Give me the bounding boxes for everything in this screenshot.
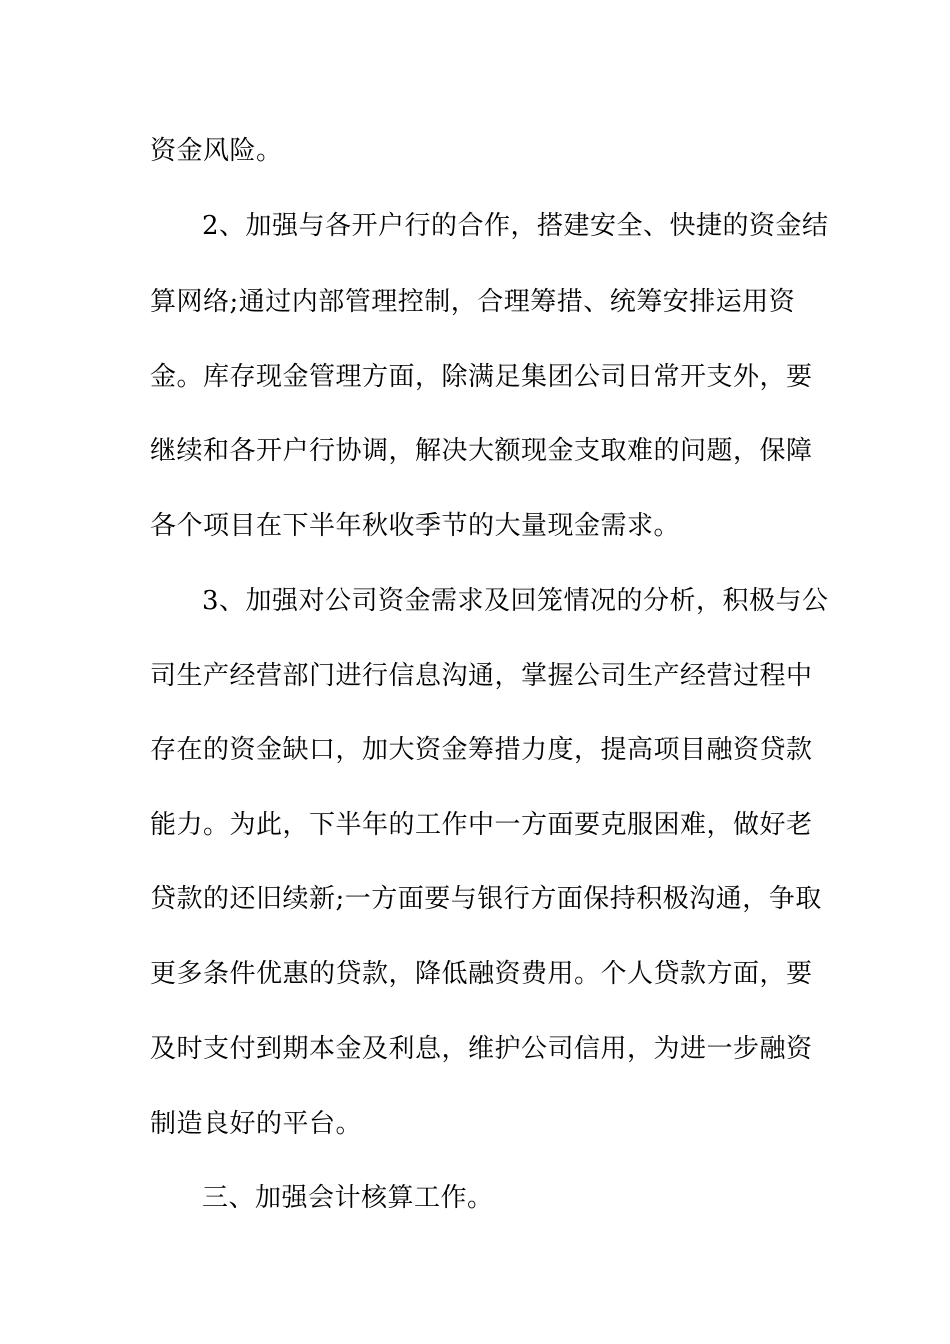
text-line: 3、加强对公司资金需求及回笼情况的分析，积极与公 xyxy=(202,586,829,616)
text-line: 存在的资金缺口，加大资金筹措力度，提高项目融资贷款 xyxy=(150,735,813,765)
text-line: 及时支付到期本金及利息，维护公司信用，为进一步融资 xyxy=(150,1034,813,1064)
text-line: 司生产经营部门进行信息沟通，掌握公司生产经营过程中 xyxy=(150,661,813,691)
text-line: 资金风险。 xyxy=(150,136,283,166)
section-heading: 三、加强会计核算工作。 xyxy=(202,1183,494,1213)
text-line: 更多条件优惠的贷款，降低融资费用。个人贷款方面，要 xyxy=(150,959,813,989)
text-line: 制造良好的平台。 xyxy=(150,1109,363,1139)
text-line: 算网络;通过内部管理控制，合理筹措、统筹安排运用资 xyxy=(150,287,796,317)
text-line: 2、加强与各开户行的合作，搭建安全、快捷的资金结 xyxy=(202,211,829,241)
text-line: 贷款的还旧续新;一方面要与银行方面保持积极沟通，争取 xyxy=(150,884,822,914)
text-line: 能力。为此，下半年的工作中一方面要克服困难，做好老 xyxy=(150,810,813,840)
text-line: 金。库存现金管理方面，除满足集团公司日常开支外，要 xyxy=(150,362,813,392)
text-line: 继续和各开户行协调，解决大额现金支取难的问题，保障 xyxy=(150,436,813,466)
text-line: 各个项目在下半年秋收季节的大量现金需求。 xyxy=(150,511,681,541)
